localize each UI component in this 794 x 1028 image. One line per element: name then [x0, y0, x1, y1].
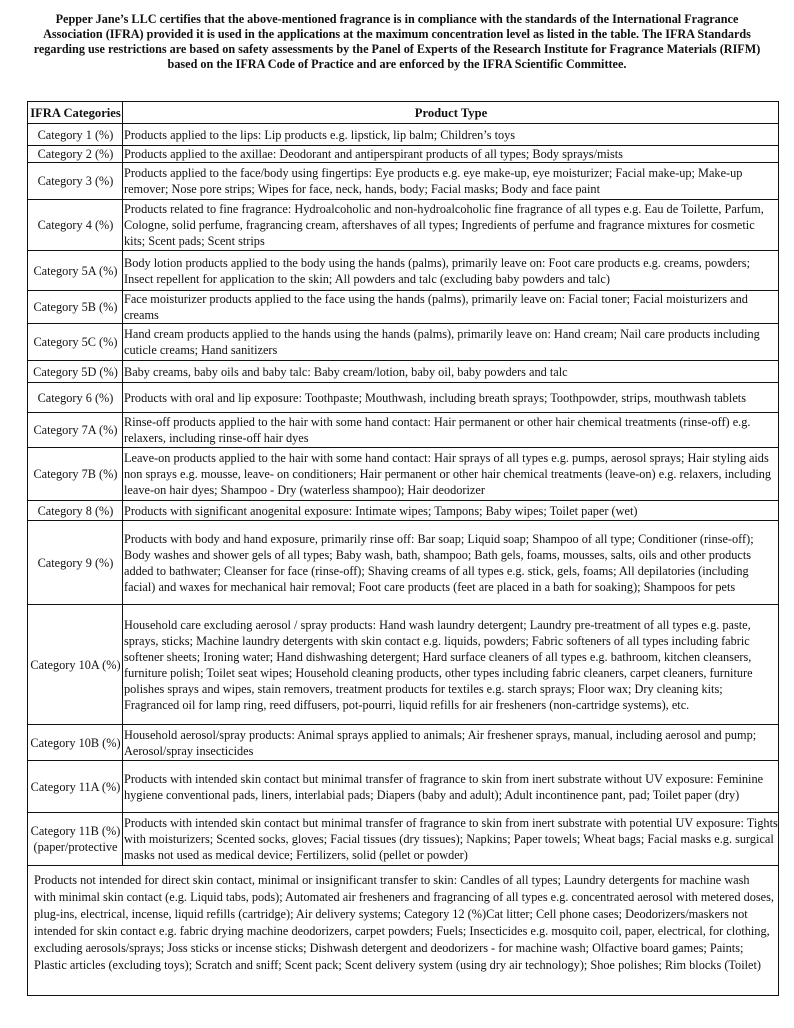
category-cell: Category 3 (%) [28, 163, 123, 200]
product-type-cell: Rinse-off products applied to the hair with some hand contact: Hair permanent or other hair chemical treatments (rinse-off) e.g. relaxers, including rinse-off hair dyes [123, 413, 779, 448]
category-cell: Category 11B (%) (paper/protective [28, 813, 123, 866]
header-product-type: Product Type [123, 102, 779, 124]
table-header-row [28, 102, 779, 124]
table-row [28, 605, 779, 725]
product-type-cell: Household care excluding aerosol / spray products: Hand wash laundry detergent; Laundry pre-treatment of all types e.g. paste, sprays, sticks; Machine laundry detergents with skin contact e.g. liquids, powders; Fabric softeners of all types including fabric softener sheets; Ironing water; Hand dishwashing detergent; Hard surface cleaners of all types e.g. bathroom, kitchen cleansers, furniture polish; Toilet seat wipes; Household cleaning products, other types including fabric cleaners, carpet cleaners, furniture polishes sprays and wipes, stain removers, treatment products for textiles e.g. starch sprays; Floor wax; Dry cleaning kits; Fragranced oil for lamp ring, reed diffusers, pot-pourri, liquid refills for air fresheners (non-cartridge systems), etc. [123, 605, 779, 725]
header-ifra-categories: IFRA Categories [28, 102, 123, 124]
product-type-cell: Body lotion products applied to the body using the hands (palms), primarily leave on: Foot care products e.g. creams, powders; Insect repellent for application to the skin; All powders and talc (excluding baby powders and talc) [123, 251, 779, 291]
product-type-cell: Leave-on products applied to the hair with some hand contact: Hair sprays of all types e.g. pumps, aerosol sprays; Hair styling aids non sprays e.g. mousse, leave- on conditioners; Hair permanent or other hair chemical treatments (leave-on) e.g. relaxers, including leave-on hair dyes; Shampoo - Dry (waterless shampoo); Hair deodorizer [123, 448, 779, 501]
table-row [28, 200, 779, 251]
table-row [28, 124, 779, 146]
product-type-cell: Products with oral and lip exposure: Toothpaste; Mouthwash, including breath sprays; Toothpowder, strips, mouthwash tablets [123, 383, 779, 413]
table-row [28, 383, 779, 413]
ifra-categories-table [27, 101, 779, 996]
product-type-cell: Face moisturizer products applied to the face using the hands (palms), primarily leave on: Facial toner; Facial moisturizers and creams [123, 291, 779, 324]
table-row [28, 324, 779, 361]
category-cell: Category 6 (%) [28, 383, 123, 413]
category-cell: Category 8 (%) [28, 501, 123, 521]
category-cell: Category 4 (%) [28, 200, 123, 251]
table-row [28, 146, 779, 163]
category-cell: Category 1 (%) [28, 124, 123, 146]
product-type-cell: Products with body and hand exposure, primarily rinse off: Bar soap; Liquid soap; Shampoo of all type; Conditioner (rinse-off); Body washes and shower gels of all types; Baby wash, bath, shampoo; Bath gels, foams, mousses, salts, oils and other products added to bathwater; Cleanser for face (rinse-off); Shaving creams of all types e.g. stick, gels, foams; All depilatories (including facial) and waxes for mechanical hair removal; Foot care products (feet are placed in a bath for soaking); Shampoos for pets [123, 521, 779, 605]
product-type-cell: Products related to fine fragrance: Hydroalcoholic and non-hydroalcoholic fine fragrance of all types e.g. Eau de Toilette, Parfum, Cologne, solid perfume, fragrancing cream, aftershaves of all types; Ingredients of perfume and fragrance mixtures for cosmetic kits; Scent pads; Scent strips [123, 200, 779, 251]
category-cell: Category 7A (%) [28, 413, 123, 448]
table-row [28, 448, 779, 501]
product-type-cell: Products applied to the axillae: Deodorant and antiperspirant products of all types; Body sprays/mists [123, 146, 779, 163]
product-type-cell: Hand cream products applied to the hands using the hands (palms), primarily leave on: Hand cream; Nail care products including cuticle creams; Hand sanitizers [123, 324, 779, 361]
product-type-cell: Products with intended skin contact but minimal transfer of fragrance to skin from inert substrate with potential UV exposure: Tights with moisturizers; Scented socks, gloves; Facial tissues (dry tissues); Napkins; Paper towels; Wheat bags; Facial masks e.g. surgical masks not used as medical device; Fertilizers, solid (pellet or powder) [123, 813, 779, 866]
table-row [28, 163, 779, 200]
category-cell: Category 11A (%) [28, 761, 123, 813]
table-row [28, 501, 779, 521]
table-row [28, 361, 779, 383]
product-type-cell: Products with significant anogenital exposure: Intimate wipes; Tampons; Baby wipes; Toilet paper (wet) [123, 501, 779, 521]
table-row [28, 761, 779, 813]
category-cell: Category 10A (%) [28, 605, 123, 725]
table-row [28, 251, 779, 291]
table-row [28, 413, 779, 448]
category-cell: Category 5A (%) [28, 251, 123, 291]
category-cell: Category 7B (%) [28, 448, 123, 501]
table-row [28, 725, 779, 761]
category-cell: Category 2 (%) [28, 146, 123, 163]
product-type-cell: Household aerosol/spray products: Animal sprays applied to animals; Air freshener sprays, manual, including aerosol and pump; Aerosol/spray insecticides [123, 725, 779, 761]
product-type-cell: Products with intended skin contact but minimal transfer of fragrance to skin from inert substrate without UV exposure: Feminine hygiene conventional pads, liners, interlabial pads; Diapers (baby and adult); Adult incontinence pant, pad; Toilet paper (dry) [123, 761, 779, 813]
table-row [28, 521, 779, 605]
category-12-cell: Products not intended for direct skin contact, minimal or insignificant transfer to skin: Candles of all types; Laundry detergents for machine wash with minimal skin contact (e.g. Liquid tabs, pods); Automated air fresheners and fragrancing of all types e.g. concentrated aerosol with metered doses, plug-ins, electrical, incense, liquid refills (cartridge); Air delivery systems; Category 12 (%)Cat litter; Cell phone cases; Deodorizers/maskers not intended for skin contact e.g. fabric drying machine deodorizers, carpet powders; Fuels; Insecticides e.g. mosquito coil, paper, electrical, for clothing, excluding aerosols/sprays; Joss sticks or incense sticks; Dishwash detergent and deodorizers - for machine wash; Olfactive board games; Paints; Plastic articles (excluding toys); Scratch and sniff; Scent pack; Scent delivery system (using dry air technology); Shoe polishes; Rim blocks (Toilet) [28, 866, 779, 996]
category-cell: Category 5D (%) [28, 361, 123, 383]
table-row [28, 866, 779, 996]
category-cell: Category 5C (%) [28, 324, 123, 361]
table-row [28, 813, 779, 866]
product-type-cell: Baby creams, baby oils and baby talc: Baby cream/lotion, baby oil, baby powders and talc [123, 361, 779, 383]
category-cell: Category 5B (%) [28, 291, 123, 324]
compliance-statement: Pepper Jane’s LLC certifies that the above-mentioned fragrance is in compliance with the standards of the International Fragrance Association (IFRA) provided it is used in the applications at the maximum concentration level as listed in the table. The IFRA Standards regarding use restrictions are based on safety assessments by the Panel of Experts of the Research Institute for Fragrance Materials (RIFM) based on the IFRA Code of Practice and are enforced by the IFRA Scientific Committee. [33, 12, 761, 71]
product-type-cell: Products applied to the face/body using fingertips: Eye products e.g. eye make-up, eye moisturizer; Facial make-up; Make-up remover; Nose pore strips; Wipes for face, neck, hands, body; Facial masks; Body and face paint [123, 163, 779, 200]
table-row [28, 291, 779, 324]
category-cell: Category 10B (%) [28, 725, 123, 761]
product-type-cell: Products applied to the lips: Lip products e.g. lipstick, lip balm; Children’s toys [123, 124, 779, 146]
category-cell: Category 9 (%) [28, 521, 123, 605]
